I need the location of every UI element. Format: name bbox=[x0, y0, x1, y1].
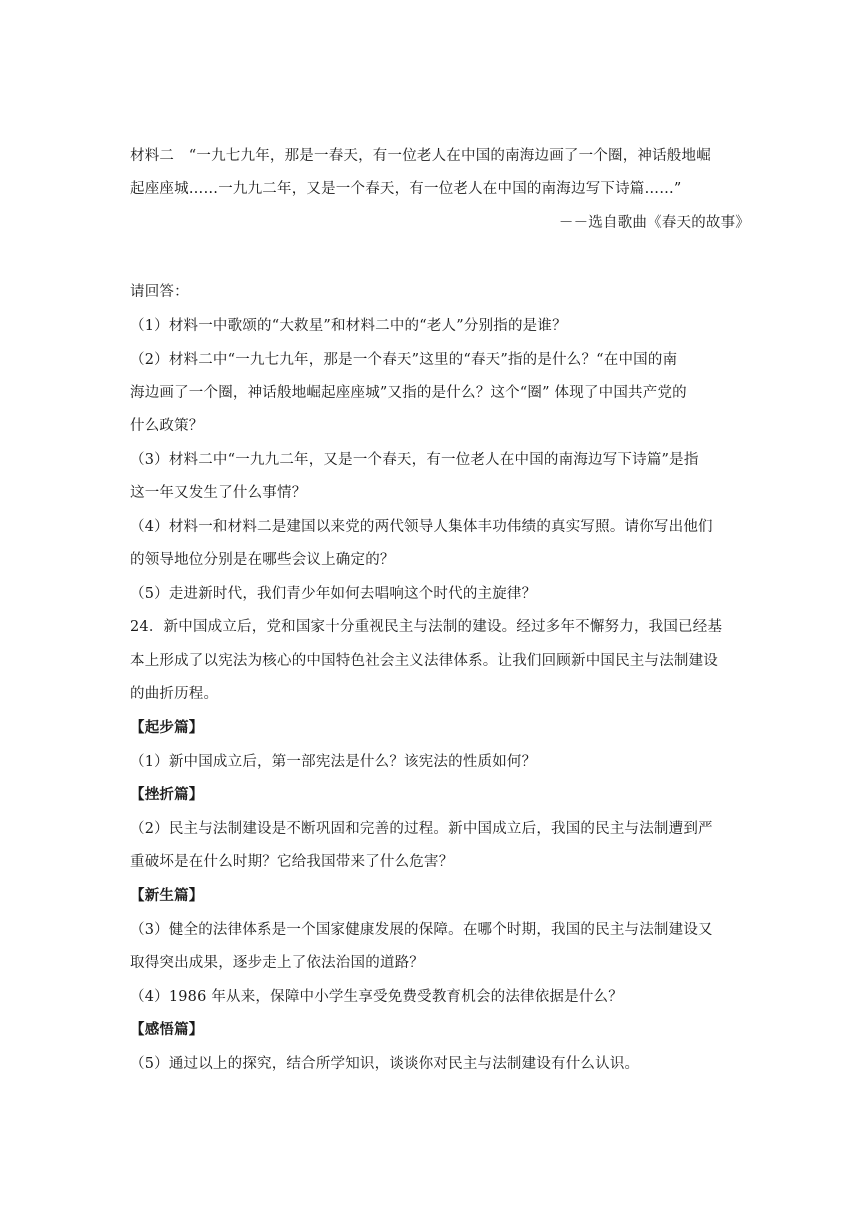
q23-item-4-line-1: （4）材料一和材料二是建国以来党的两代领导人集体丰功伟绩的真实写照。请你写出他们 bbox=[130, 519, 713, 535]
section-heading-start: 【起步篇】 bbox=[130, 719, 204, 736]
material2-line-1: 材料二 “一九七九年，那是一春天，有一位老人在中国的南海边画了一个圈，神话般地崛 bbox=[130, 148, 711, 164]
q23-item-2-line-2: 海边画了一个圈，神话般地崛起座座城”又指的是什么？这个“圈” 体现了中国共产党的 bbox=[130, 385, 687, 401]
q24-intro-line-2: 本上形成了以宪法为核心的中国特色社会主义法律体系。让我们回顾新中国民主与法制建设 bbox=[130, 653, 718, 669]
q24-item-1: （1）新中国成立后，第一部宪法是什么？该宪法的性质如何？ bbox=[130, 754, 537, 770]
q23-item-2-line-1: （2）材料二中“一九七九年，那是一个春天”这里的“春天”指的是什么？“在中国的南 bbox=[130, 352, 678, 368]
q23-item-1: （1）材料一中歌颂的“大救星”和材料二中的“老人”分别指的是谁？ bbox=[130, 318, 567, 334]
q23-item-3-line-2: 这一年又发生了什么事情？ bbox=[130, 485, 307, 501]
q23-item-4-line-2: 的领导地位分别是在哪些会议上确定的？ bbox=[130, 552, 395, 568]
q23-prompt: 请回答： bbox=[130, 284, 189, 300]
q24-item-2-line-2: 重破坏是在什么时期？它给我国带来了什么危害？ bbox=[130, 854, 454, 870]
q23-item-3-line-1: （3）材料二中“一九九二年，又是一个春天，有一位老人在中国的南海边写下诗篇”是指 bbox=[130, 452, 699, 468]
section-heading-setback: 【挫折篇】 bbox=[130, 786, 204, 803]
material2-source: －－选自歌曲《春天的故事》 bbox=[558, 215, 750, 231]
q24-item-3-line-1: （3）健全的法律体系是一个国家健康发展的保障。在哪个时期，我国的民主与法制建设又 bbox=[130, 922, 713, 938]
q24-item-4: （4）1986 年从来，保障中小学生享受免费受教育机会的法律依据是什么？ bbox=[130, 989, 623, 1005]
q24-intro-line-1: 24．新中国成立后，党和国家十分重视民主与法制的建设。经过多年不懈努力，我国已经基 bbox=[130, 619, 723, 635]
section-heading-rebirth: 【新生篇】 bbox=[130, 887, 204, 904]
q24-item-3-line-2: 取得突出成果，逐步走上了依法治国的道路？ bbox=[130, 955, 424, 971]
q24-item-2-line-1: （2）民主与法制建设是不断巩固和完善的过程。新中国成立后，我国的民主与法制遭到严 bbox=[130, 821, 713, 837]
material2-line-2: 起座座城……一九九二年，又是一个春天，有一位老人在中国的南海边写下诗篇……” bbox=[130, 181, 682, 197]
q24-intro-line-3: 的曲折历程。 bbox=[130, 686, 219, 702]
section-heading-reflection: 【感悟篇】 bbox=[130, 1021, 204, 1038]
q23-item-2-line-3: 什么政策？ bbox=[130, 418, 204, 434]
q23-item-5: （5）走进新时代，我们青少年如何去唱响这个时代的主旋律？ bbox=[130, 586, 537, 602]
q24-item-5: （5）通过以上的探究，结合所学知识，谈谈你对民主与法制建设有什么认识。 bbox=[130, 1056, 640, 1072]
